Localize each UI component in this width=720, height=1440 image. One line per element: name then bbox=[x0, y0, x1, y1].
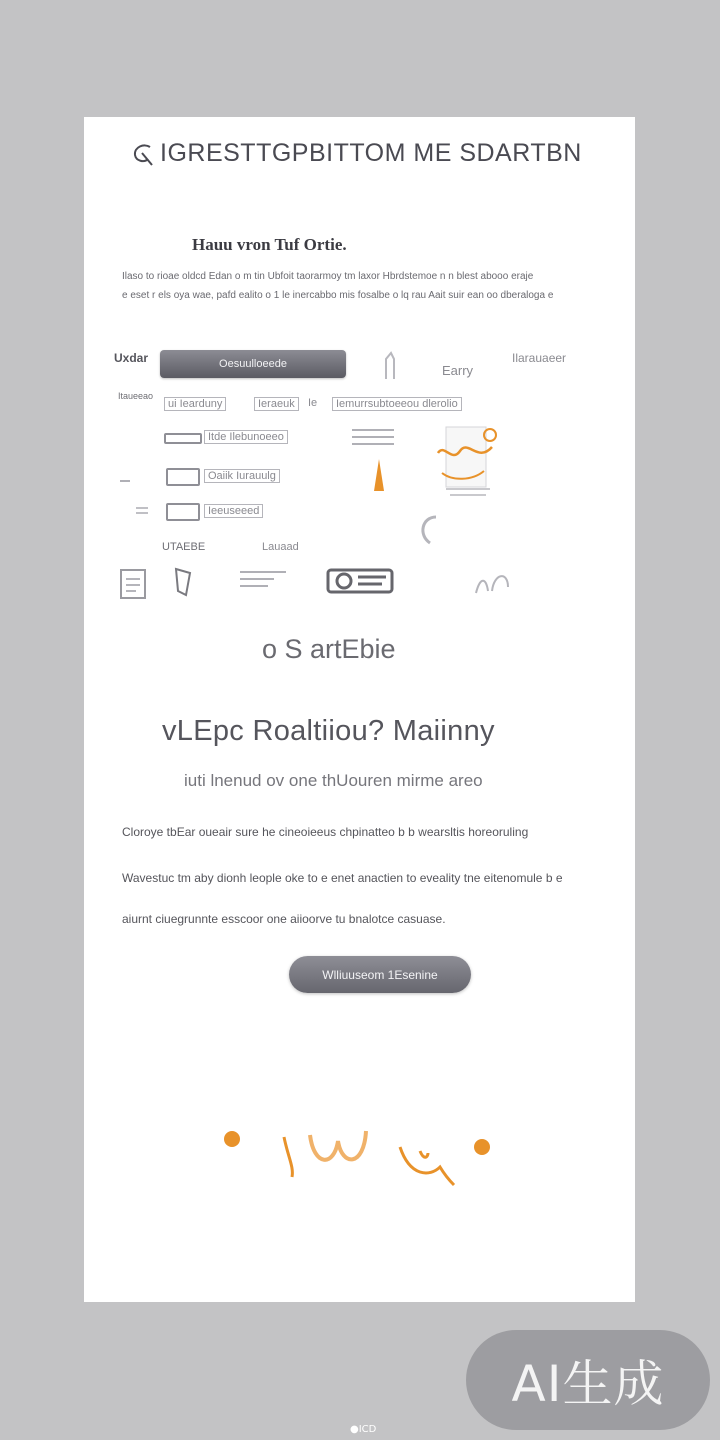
body-line-1: Cloroye tbEar oueair sure he cineoieeus chpinatteo b b wearsltis horeoruling bbox=[122, 825, 529, 839]
camera-icon[interactable] bbox=[326, 567, 394, 595]
wave-icon[interactable] bbox=[472, 567, 512, 597]
illustration-icon bbox=[432, 423, 506, 503]
corner-label: Earry bbox=[442, 363, 474, 378]
row-3-text[interactable]: Oaiik Iurauulg bbox=[204, 469, 280, 483]
camera-button[interactable] bbox=[166, 468, 200, 486]
hero-paragraph-line-2: e eset r els oya wae, pafd ealito o 1 le inercabbo mis fosalbe o lq rau Aait suir ean oo dberaloga e bbox=[122, 290, 554, 301]
row-5-left: UTAEBE bbox=[162, 541, 206, 553]
page-indicator-text: ●ICD bbox=[350, 1424, 377, 1435]
hero-paragraph-line-1: Ilaso to rioae oldcd Edan o m tin Ubfoit taorarmoy tm laxor Hbrdstemoe n n blest abooo eraje bbox=[122, 271, 534, 282]
section-subtitle: o S artEbie bbox=[262, 634, 396, 664]
row-link-2[interactable]: Ieraeuk bbox=[254, 397, 299, 411]
text-lines-icon bbox=[352, 429, 394, 445]
content-card bbox=[84, 117, 635, 1302]
page-title: IGRESTTGPBITTOM ME SDARTBN bbox=[160, 139, 582, 167]
document-icon[interactable] bbox=[118, 567, 148, 601]
side-sub-label: Itaueeao bbox=[118, 391, 154, 401]
flag-icon[interactable] bbox=[172, 565, 196, 601]
row-link-1[interactable]: ui Iearduny bbox=[164, 397, 226, 411]
loading-ring-icon bbox=[416, 513, 444, 549]
right-label: Ilarauaeer bbox=[512, 351, 567, 365]
pencil-icon bbox=[380, 351, 402, 381]
toggle-icon[interactable] bbox=[164, 433, 202, 444]
decorative-squiggle-icon bbox=[214, 1117, 504, 1197]
page-indicator[interactable] bbox=[350, 1419, 390, 1435]
row-2-text[interactable]: Itde Ilebunoeeo bbox=[204, 430, 288, 444]
text-align-icon[interactable] bbox=[240, 571, 286, 587]
side-label: Uxdar bbox=[114, 351, 149, 365]
row-4-text[interactable]: Ieeuseeed bbox=[204, 504, 263, 518]
watermark-badge: AI生成 bbox=[466, 1330, 710, 1430]
section-tagline: iuti lnenud ov one thUouren mirme areo bbox=[184, 771, 483, 790]
row-5-right: Lauaad bbox=[262, 541, 299, 553]
marker-icon bbox=[372, 457, 386, 497]
section-heading: vLEpc Roaltiiou? Maiinny bbox=[162, 715, 495, 747]
menu-icon[interactable] bbox=[136, 507, 148, 514]
cta-button[interactable]: Wlliuuseom 1Esenine bbox=[289, 956, 471, 993]
body-line-2: Wavestuc tm aby dionh leople oke to e enet anactien to eveality tne eitenomule b e bbox=[122, 871, 563, 885]
row-link-4[interactable]: Iemurrsubtoeeou dlerolio bbox=[332, 397, 462, 411]
body-line-3: aiurnt ciuegrunnte esscoor one aiioorve tu bnalotce casuase. bbox=[122, 912, 446, 926]
plus-icon bbox=[120, 472, 130, 482]
primary-dropdown-button[interactable]: Oesuulloeede bbox=[160, 350, 346, 378]
row-link-3[interactable]: Ie bbox=[308, 397, 318, 409]
hero-heading: Hauu vron Tuf Ortie. bbox=[192, 235, 347, 254]
grid-button[interactable] bbox=[166, 503, 200, 521]
logo-icon bbox=[130, 141, 156, 167]
